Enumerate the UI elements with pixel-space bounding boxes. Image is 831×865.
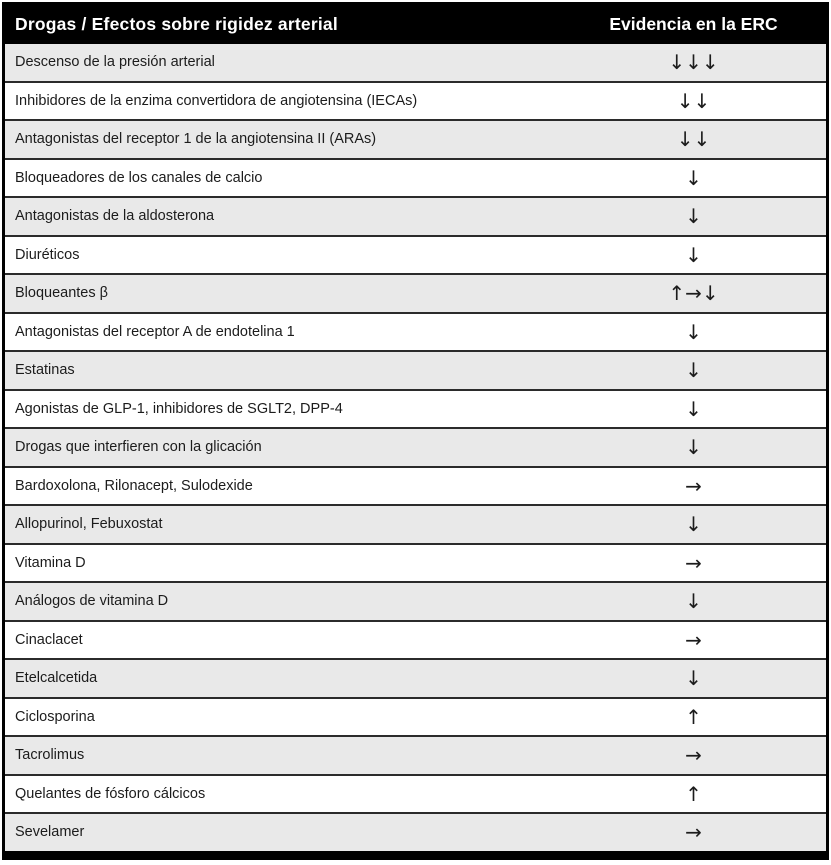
table-row (5, 697, 826, 736)
drug-name-cell: Vitamina D (15, 554, 86, 571)
table-row (5, 235, 826, 274)
drug-name-cell: Agonistas de GLP-1, inhibidores de SGLT2, DPP-4 (15, 400, 343, 417)
evidence-arrows-cell: → (685, 550, 702, 575)
drug-name-cell: Diuréticos (15, 246, 80, 263)
table-row (5, 504, 826, 543)
table-row (5, 81, 826, 120)
evidence-arrows-cell: ↓ (685, 204, 702, 229)
table-body (5, 44, 826, 851)
evidence-arrows-cell: ↓ (685, 435, 702, 460)
table-header-row (5, 5, 826, 44)
table-row (5, 543, 826, 582)
table-row (5, 119, 826, 158)
drug-name-cell: Antagonistas de la aldosterona (15, 208, 215, 225)
drug-name-cell: Tacrolimus (15, 747, 85, 764)
table-row (5, 466, 826, 505)
evidence-arrows-cell: ↓ (685, 165, 702, 190)
table-row (5, 273, 826, 312)
evidence-arrows-cell: → (685, 627, 702, 652)
drug-name-cell: Drogas que interfieren con la glicación (15, 439, 262, 456)
drug-name-cell: Cinaclacet (15, 631, 83, 648)
evidence-arrows-cell: ↓ (685, 319, 702, 344)
drug-name-cell: Ciclosporina (15, 708, 95, 725)
table-row (5, 44, 826, 81)
drug-name-cell: Descenso de la presión arterial (15, 54, 215, 71)
drug-name-cell: Análogos de vitamina D (15, 593, 169, 610)
drug-name-cell: Bardoxolona, Rilonacept, Sulodexide (15, 477, 253, 494)
evidence-arrows-cell: ↑ (685, 704, 702, 729)
evidence-arrows-cell: ↓ (685, 666, 702, 691)
evidence-arrows-cell: ↓ (685, 396, 702, 421)
evidence-arrows-cell: ↓↓ (676, 88, 711, 113)
evidence-arrows-cell: ↑ (685, 781, 702, 806)
evidence-arrows-cell: ↓ (685, 242, 702, 267)
table-row (5, 312, 826, 351)
table-row (5, 389, 826, 428)
drug-name-cell: Sevelamer (15, 824, 85, 841)
evidence-arrows-cell: ↓ (685, 589, 702, 614)
drugs-effects-table (2, 2, 829, 860)
drug-name-cell: Inhibidores de la enzima convertidora de angiotensina (IECAs) (15, 92, 418, 109)
evidence-arrows-cell: ↓ (685, 358, 702, 383)
drug-name-cell: Bloqueadores de los canales de calcio (15, 169, 263, 186)
evidence-arrows-cell: → (685, 473, 702, 498)
drug-name-cell: Etelcalcetida (15, 670, 98, 687)
table-row (5, 350, 826, 389)
drug-name-cell: Quelantes de fósforo cálcicos (15, 785, 206, 802)
table-row (5, 774, 826, 813)
evidence-arrows-cell: ↓↓↓ (668, 50, 719, 75)
drug-name-cell: Antagonistas del receptor A de endotelina 1 (15, 323, 295, 340)
drug-name-cell: Allopurinol, Febuxostat (15, 516, 163, 533)
table-row (5, 427, 826, 466)
table-row (5, 196, 826, 235)
table-row (5, 158, 826, 197)
table-row (5, 735, 826, 774)
evidence-arrows-cell: ↑→↓ (668, 281, 719, 306)
header-drug-column-label: Drogas / Efectos sobre rigidez arterial (15, 14, 338, 34)
evidence-arrows-cell: ↓↓ (676, 127, 711, 152)
evidence-arrows-cell: → (685, 820, 702, 845)
table-row (5, 658, 826, 697)
evidence-arrows-cell: → (685, 743, 702, 768)
table-row (5, 812, 826, 851)
table-row (5, 581, 826, 620)
header-evidence-column-label: Evidencia en la ERC (609, 14, 778, 34)
evidence-arrows-cell: ↓ (685, 512, 702, 537)
drug-name-cell: Bloqueantes β (15, 285, 108, 302)
drug-name-cell: Estatinas (15, 362, 75, 379)
table-row (5, 620, 826, 659)
drug-name-cell: Antagonistas del receptor 1 de la angiotensina II (ARAs) (15, 131, 377, 148)
